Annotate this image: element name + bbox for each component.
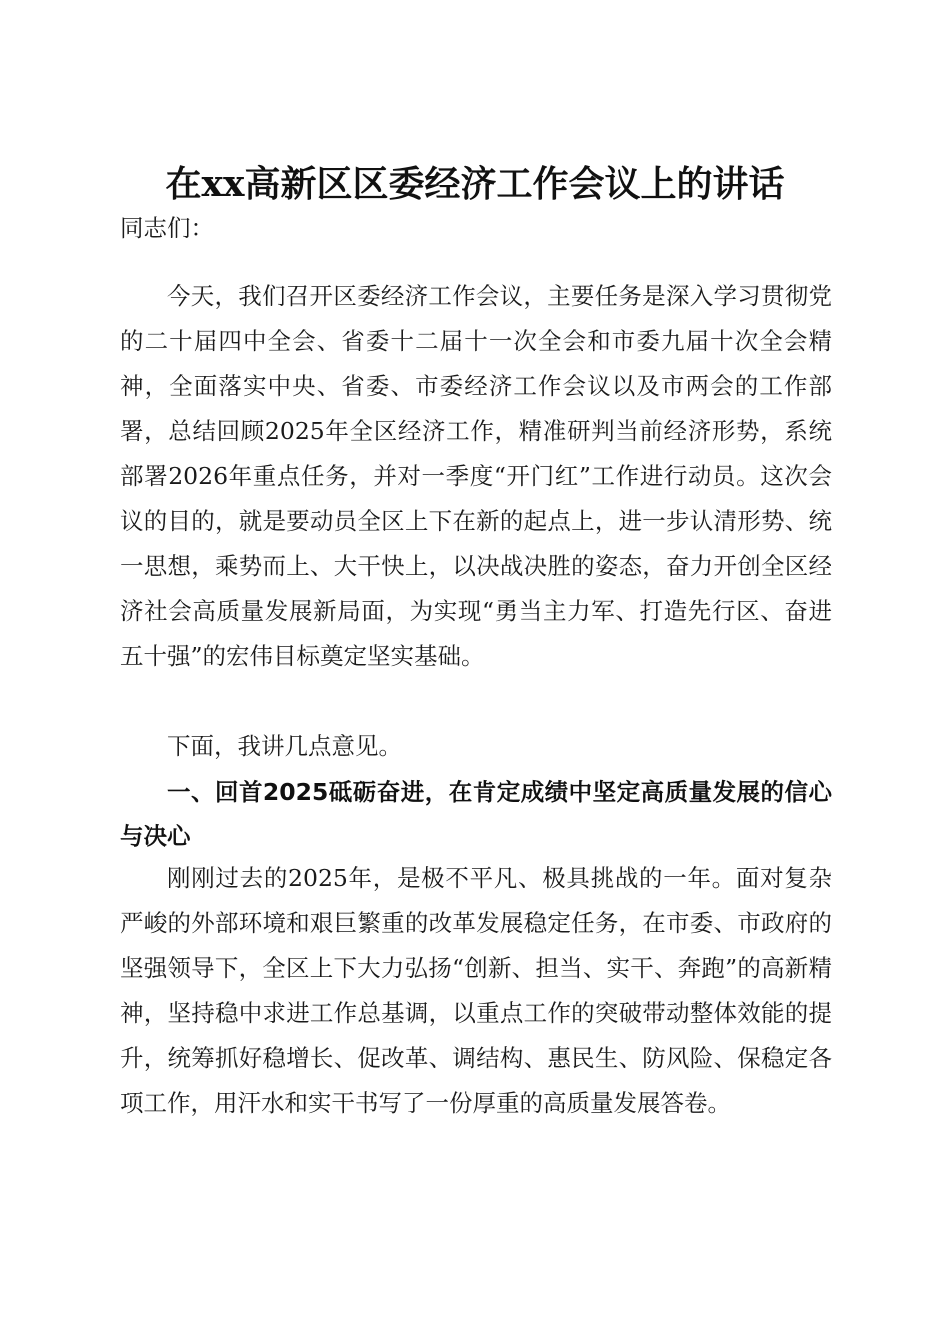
salutation: 同志们： [120,214,214,242]
intro-paragraph: 今天，我们召开区委经济工作会议，主要任务是深入学习贯彻党的二十届四中全会、省委十二届十一次全会和市委九届十次全会精神，全面落实中央、省委、市委经济工作会议以及市两会的工作部署，总结回顾2025年全区经济工作，精准研判当前经济形势，系统部署2026年重点任务，并对一季度“开门红”工作进行动员。这次会议的目的，就是要动员全区上下在新的起点上，进一步认清形势、统一思想，乘势而上、大干快上，以决战决胜的姿态，奋力开创全区经济社会高质量发展新局面，为实现“勇当主力军、打造先行区、奋进五十强”的宏伟目标奠定坚实基础。 [120,282,832,670]
document-title: 在xx高新区区委经济工作会议上的讲话 [165,163,785,206]
section-1-paragraph: 刚刚过去的2025年，是极不平凡、极具挑战的一年。面对复杂严峻的外部环境和艰巨繁重的改革发展稳定任务，在市委、市政府的坚强领导下，全区上下大力弘扬“创新、担当、实干、奔跑”的高新精神，坚持稳中求进工作总基调，以重点工作的突破带动整体效能的提升，统筹抓好稳增长、促改革、调结构、惠民生、防风险、保稳定各项工作，用汗水和实干书写了一份厚重的高质量发展答卷。 [120,864,832,1117]
transition-paragraph: 下面，我讲几点意见。 [167,732,402,760]
section-heading-1: 一、回首2025砥砺奋进，在肯定成绩中坚定高质量发展的信心与决心 [120,778,832,850]
